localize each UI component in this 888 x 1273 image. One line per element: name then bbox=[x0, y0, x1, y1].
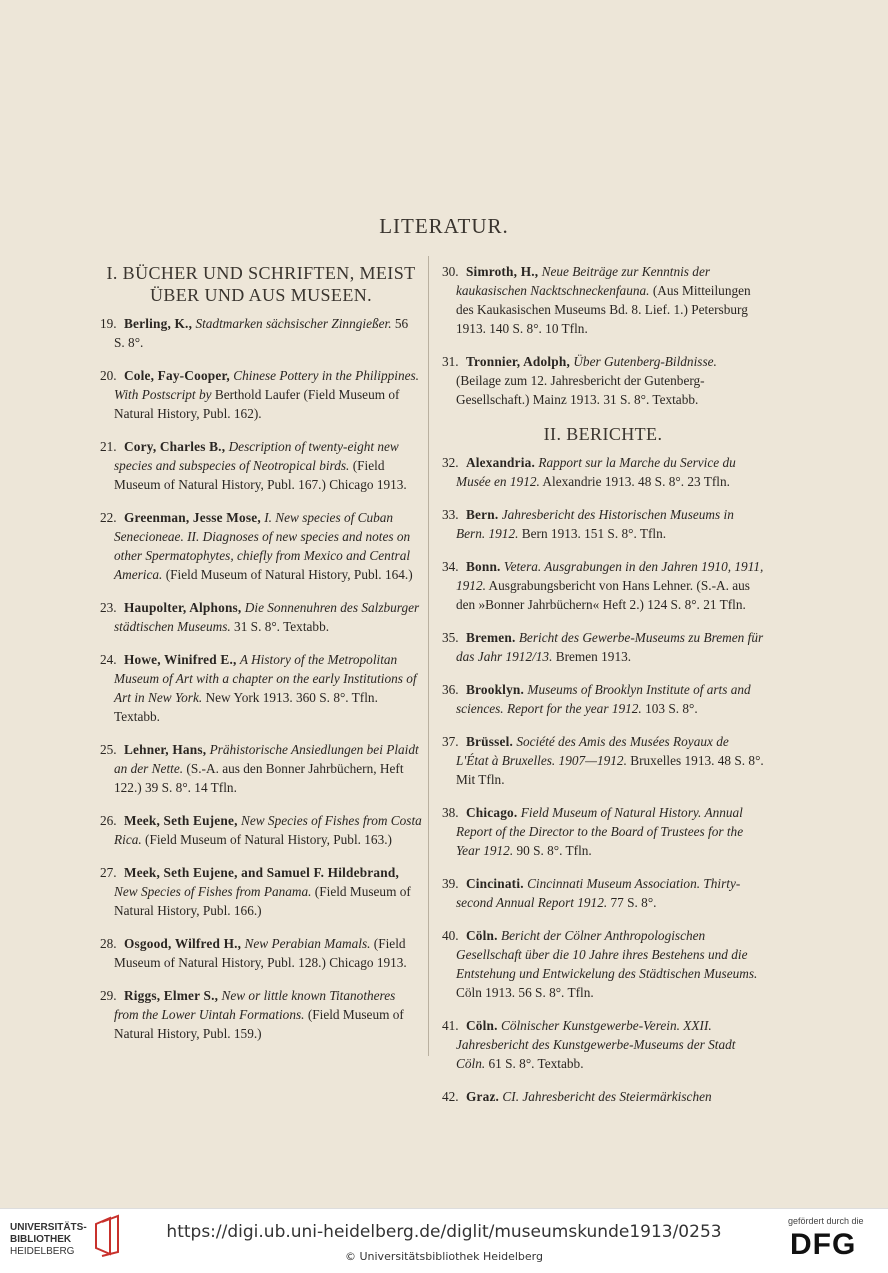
entry-author: Greenman, Jesse Mose, bbox=[123, 510, 261, 525]
entry-title: Field Museum of Natural History. Annual Report of the Director to the Board of Trustees for the Year 1912. bbox=[456, 805, 744, 858]
bibliography-entry bbox=[442, 1016, 764, 1073]
entry-num: 23. bbox=[100, 600, 117, 615]
bibliography-entry bbox=[100, 366, 422, 423]
dfg-logo: DFG bbox=[790, 1228, 857, 1261]
entry-title: Jahresbericht des Historischen Museums in Bern. 1912. bbox=[456, 507, 734, 541]
bibliography-entry bbox=[442, 680, 764, 718]
entry-author: Simroth, H., bbox=[465, 264, 539, 279]
entry-author: Meek, Seth Eujene, bbox=[123, 813, 238, 828]
bibliography-entry bbox=[442, 1087, 764, 1106]
entry-rest: 31 S. 8°. Textabb. bbox=[234, 619, 330, 634]
entry-rest: Bern 1913. 151 S. 8°. Tfln. bbox=[521, 526, 667, 541]
entry-title: Neue Beiträge zur Kenntnis der kaukasischen Nacktschneckenfauna. bbox=[456, 264, 711, 298]
entry-rest: (Beilage zum 12. Jahresbericht der Gutenberg-Gesellschaft.) Mainz 1913. 31 S. 8°. Textabb. bbox=[456, 373, 705, 407]
entry-title: New Perabian Mamals. bbox=[244, 936, 371, 951]
entry-rest: Ausgrabungsbericht von Hans Lehner. (S.-A. aus den »Bonner Jahrbüchern« Heft 2.) 124 S. 8°. 21 Tfln. bbox=[456, 578, 750, 612]
funder-caption: gefördert durch die bbox=[788, 1216, 864, 1226]
entry-author: Graz. bbox=[465, 1089, 500, 1104]
right-entry-list-b bbox=[442, 453, 764, 1106]
entry-author: Bonn. bbox=[465, 559, 501, 574]
bibliography-entry bbox=[100, 314, 422, 352]
entry-rest: (Field Museum of Natural History, Publ. 163.) bbox=[145, 832, 392, 847]
entry-num: 29. bbox=[100, 988, 117, 1003]
entry-title: New Species of Fishes from Costa Rica. bbox=[114, 813, 422, 847]
entry-title: I. New species of Cuban Senecioneae. II. Diagnoses of new species and notes on other Spermatophytes, chiefly from Mexico and Central America. bbox=[114, 510, 411, 582]
entry-author: Cory, Charles B., bbox=[123, 439, 226, 454]
entry-title: New Species of Fishes from Panama. bbox=[114, 884, 312, 899]
entry-title: Prähistorische Ansiedlungen bei Plaidt an der Nette. bbox=[114, 742, 419, 776]
entry-title: Über Gutenberg-Bildnisse. bbox=[573, 354, 717, 369]
entry-title: Bericht des Gewerbe-Museums zu Bremen für das Jahr 1912/13. bbox=[456, 630, 764, 664]
left-entry-list bbox=[100, 314, 422, 1043]
permalink-url[interactable]: https://digi.ub.uni-heidelberg.de/diglit/museumskunde1913/0253 bbox=[166, 1222, 722, 1242]
bibliography-entry bbox=[100, 598, 422, 636]
entry-title: Bericht der Cölner Anthropologischen Gesellschaft über die 10 Jahre ihres Bestehens und die Entstehung und Entwickelung des Städtischen Museums. bbox=[456, 928, 758, 981]
bibliography-entry bbox=[100, 740, 422, 797]
entry-author: Osgood, Wilfred H., bbox=[123, 936, 242, 951]
entry-author: Tronnier, Adolph, bbox=[465, 354, 570, 369]
entry-author: Meek, Seth Eujene, and Samuel F. Hildebrand, bbox=[123, 865, 399, 880]
entry-num: 40. bbox=[442, 928, 459, 943]
entry-rest: Cöln 1913. 56 S. 8°. Tfln. bbox=[456, 985, 594, 1000]
entry-num: 34. bbox=[442, 559, 459, 574]
bibliography-entry bbox=[442, 926, 764, 1002]
entry-title: Description of twenty-eight new species and subspecies of Neotropical birds. bbox=[114, 439, 399, 473]
entry-num: 19. bbox=[100, 316, 117, 331]
entry-author: Chicago. bbox=[465, 805, 518, 820]
entry-title: Société des Amis des Musées Royaux de L'État à Bruxelles. 1907—1912. bbox=[456, 734, 729, 768]
entry-rest: (Field Museum of Natural History, Publ. 159.) bbox=[114, 1007, 404, 1041]
bibliography-entry bbox=[442, 732, 764, 789]
entry-num: 39. bbox=[442, 876, 459, 891]
entry-title: Cölnischer Kunstgewerbe-Verein. XXII. Jahresbericht des Kunstgewerbe-Museums der Stadt Cöln. bbox=[456, 1018, 736, 1071]
entry-author: Haupolter, Alphons, bbox=[123, 600, 242, 615]
entry-num: 21. bbox=[100, 439, 117, 454]
bibliography-entry bbox=[442, 557, 764, 614]
entry-rest: (Field Museum of Natural History, Publ. 166.) bbox=[114, 884, 411, 918]
entry-num: 37. bbox=[442, 734, 459, 749]
entry-rest: (Field Museum of Natural History, Publ. 164.) bbox=[165, 567, 413, 582]
entry-num: 25. bbox=[100, 742, 117, 757]
page-title: LITERATUR. bbox=[379, 214, 509, 238]
entry-rest: 56 S. 8°. bbox=[114, 316, 409, 350]
left-column bbox=[100, 262, 422, 1057]
bibliography-entry bbox=[100, 986, 422, 1043]
entry-num: 41. bbox=[442, 1018, 459, 1033]
entry-author: Bern. bbox=[465, 507, 499, 522]
logo-line-3: HEIDELBERG bbox=[10, 1246, 75, 1257]
entry-author: Howe, Winifred E., bbox=[123, 652, 237, 667]
entry-num: 24. bbox=[100, 652, 117, 667]
entry-num: 30. bbox=[442, 264, 459, 279]
entry-title: Chinese Pottery in the Philippines. With Postscript by bbox=[114, 368, 419, 402]
entry-rest: 77 S. 8°. bbox=[610, 895, 657, 910]
entry-rest: (Field Museum of Natural History, Publ. 167.) Chicago 1913. bbox=[114, 458, 407, 492]
bibliography-entry bbox=[100, 508, 422, 584]
entry-title: New or little known Titanotheres from the Lower Uintah Formations. bbox=[114, 988, 396, 1022]
entry-num: 35. bbox=[442, 630, 459, 645]
entry-rest: Bruxelles 1913. 48 S. 8°. Mit Tfln. bbox=[456, 753, 764, 787]
section-heading-2: II. BERICHTE. bbox=[543, 424, 663, 444]
entry-num: 27. bbox=[100, 865, 117, 880]
entry-author: Berling, K., bbox=[123, 316, 193, 331]
entry-rest: 103 S. 8°. bbox=[645, 701, 698, 716]
entry-author: Cincinati. bbox=[465, 876, 524, 891]
entry-rest: 90 S. 8°. Tfln. bbox=[516, 843, 592, 858]
entry-title: Vetera. Ausgrabungen in den Jahren 1910, 1911, 1912. bbox=[456, 559, 764, 593]
entry-num: 42. bbox=[442, 1089, 459, 1104]
entry-title: Stadtmarken sächsischer Zinngießer. bbox=[195, 316, 392, 331]
entry-num: 36. bbox=[442, 682, 459, 697]
entry-author: Brüssel. bbox=[465, 734, 513, 749]
bibliography-entry bbox=[100, 934, 422, 972]
entry-rest: Alexandrie 1913. 48 S. 8°. 23 Tfln. bbox=[542, 474, 730, 489]
section-heading-1: I. BÜCHER UND SCHRIFTEN, MEIST ÜBER UND AUS MUSEEN. bbox=[106, 263, 416, 305]
entry-rest: (Field Museum of Natural History, Publ. 128.) Chicago 1913. bbox=[114, 936, 407, 970]
entry-num: 28. bbox=[100, 936, 117, 951]
entry-author: Bremen. bbox=[465, 630, 516, 645]
entry-author: Cöln. bbox=[465, 1018, 498, 1033]
entry-author: Cole, Fay-Cooper, bbox=[123, 368, 230, 383]
bibliography-entry bbox=[100, 650, 422, 726]
entry-title: Cincinnati Museum Association. Thirty-second Annual Report 1912. bbox=[456, 876, 741, 910]
entry-title: A History of the Metropolitan Museum of Art with a chapter on the early Institutions of Art in New York. bbox=[114, 652, 417, 705]
entry-author: Lehner, Hans, bbox=[123, 742, 207, 757]
bibliography-entry bbox=[442, 352, 764, 409]
entry-author: Alexandria. bbox=[465, 455, 536, 470]
right-entry-list-a bbox=[442, 262, 764, 409]
bibliography-entry bbox=[100, 811, 422, 849]
entry-num: 26. bbox=[100, 813, 117, 828]
entry-num: 20. bbox=[100, 368, 117, 383]
copyright-notice: © Universitätsbibliothek Heidelberg bbox=[344, 1250, 543, 1263]
entry-rest: New York 1913. 360 S. 8°. Tfln. Textabb. bbox=[114, 690, 378, 724]
column-divider bbox=[428, 256, 429, 1056]
bibliography-entry bbox=[100, 863, 422, 920]
entry-rest: 61 S. 8°. Textabb. bbox=[488, 1056, 584, 1071]
entry-rest: (Aus Mitteilungen des Kaukasischen Museums Bd. 8. Lief. 1.) Petersburg 1913. 140 S. 8°. 10 Tfln. bbox=[456, 283, 751, 336]
entry-num: 33. bbox=[442, 507, 459, 522]
entry-title: Die Sonnenuhren des Salzburger städtischen Museums. bbox=[114, 600, 420, 634]
entry-author: Riggs, Elmer S., bbox=[123, 988, 219, 1003]
entry-num: 38. bbox=[442, 805, 459, 820]
entry-rest: (S.-A. aus den Bonner Jahrbüchern, Heft 122.) 39 S. 8°. 14 Tfln. bbox=[114, 761, 404, 795]
entry-rest: Berthold Laufer (Field Museum of Natural History, Publ. 162). bbox=[114, 387, 400, 421]
bibliography-entry bbox=[442, 874, 764, 912]
entry-title: Rapport sur la Marche du Service du Musée en 1912. bbox=[456, 455, 736, 489]
bibliography-entry bbox=[442, 803, 764, 860]
bibliography-entry bbox=[442, 453, 764, 491]
entry-author: Brooklyn. bbox=[465, 682, 525, 697]
entry-num: 22. bbox=[100, 510, 117, 525]
entry-num: 32. bbox=[442, 455, 459, 470]
entry-num: 31. bbox=[442, 354, 459, 369]
entry-rest: Bremen 1913. bbox=[555, 649, 632, 664]
entry-author: Cöln. bbox=[465, 928, 498, 943]
logo-line-2: BIBLIOTHEK bbox=[10, 1234, 72, 1245]
bibliography-entry bbox=[442, 262, 764, 338]
logo-line-1: UNIVERSITÄTS- bbox=[10, 1222, 87, 1233]
entry-title: Museums of Brooklyn Institute of arts and sciences. Report for the year 1912. bbox=[456, 682, 751, 716]
entry-title: CI. Jahresbericht des Steiermärkischen bbox=[502, 1089, 712, 1104]
bibliography-entry bbox=[442, 628, 764, 666]
bibliography-entry bbox=[100, 437, 422, 494]
right-column bbox=[442, 262, 764, 1120]
bibliography-entry bbox=[442, 505, 764, 543]
